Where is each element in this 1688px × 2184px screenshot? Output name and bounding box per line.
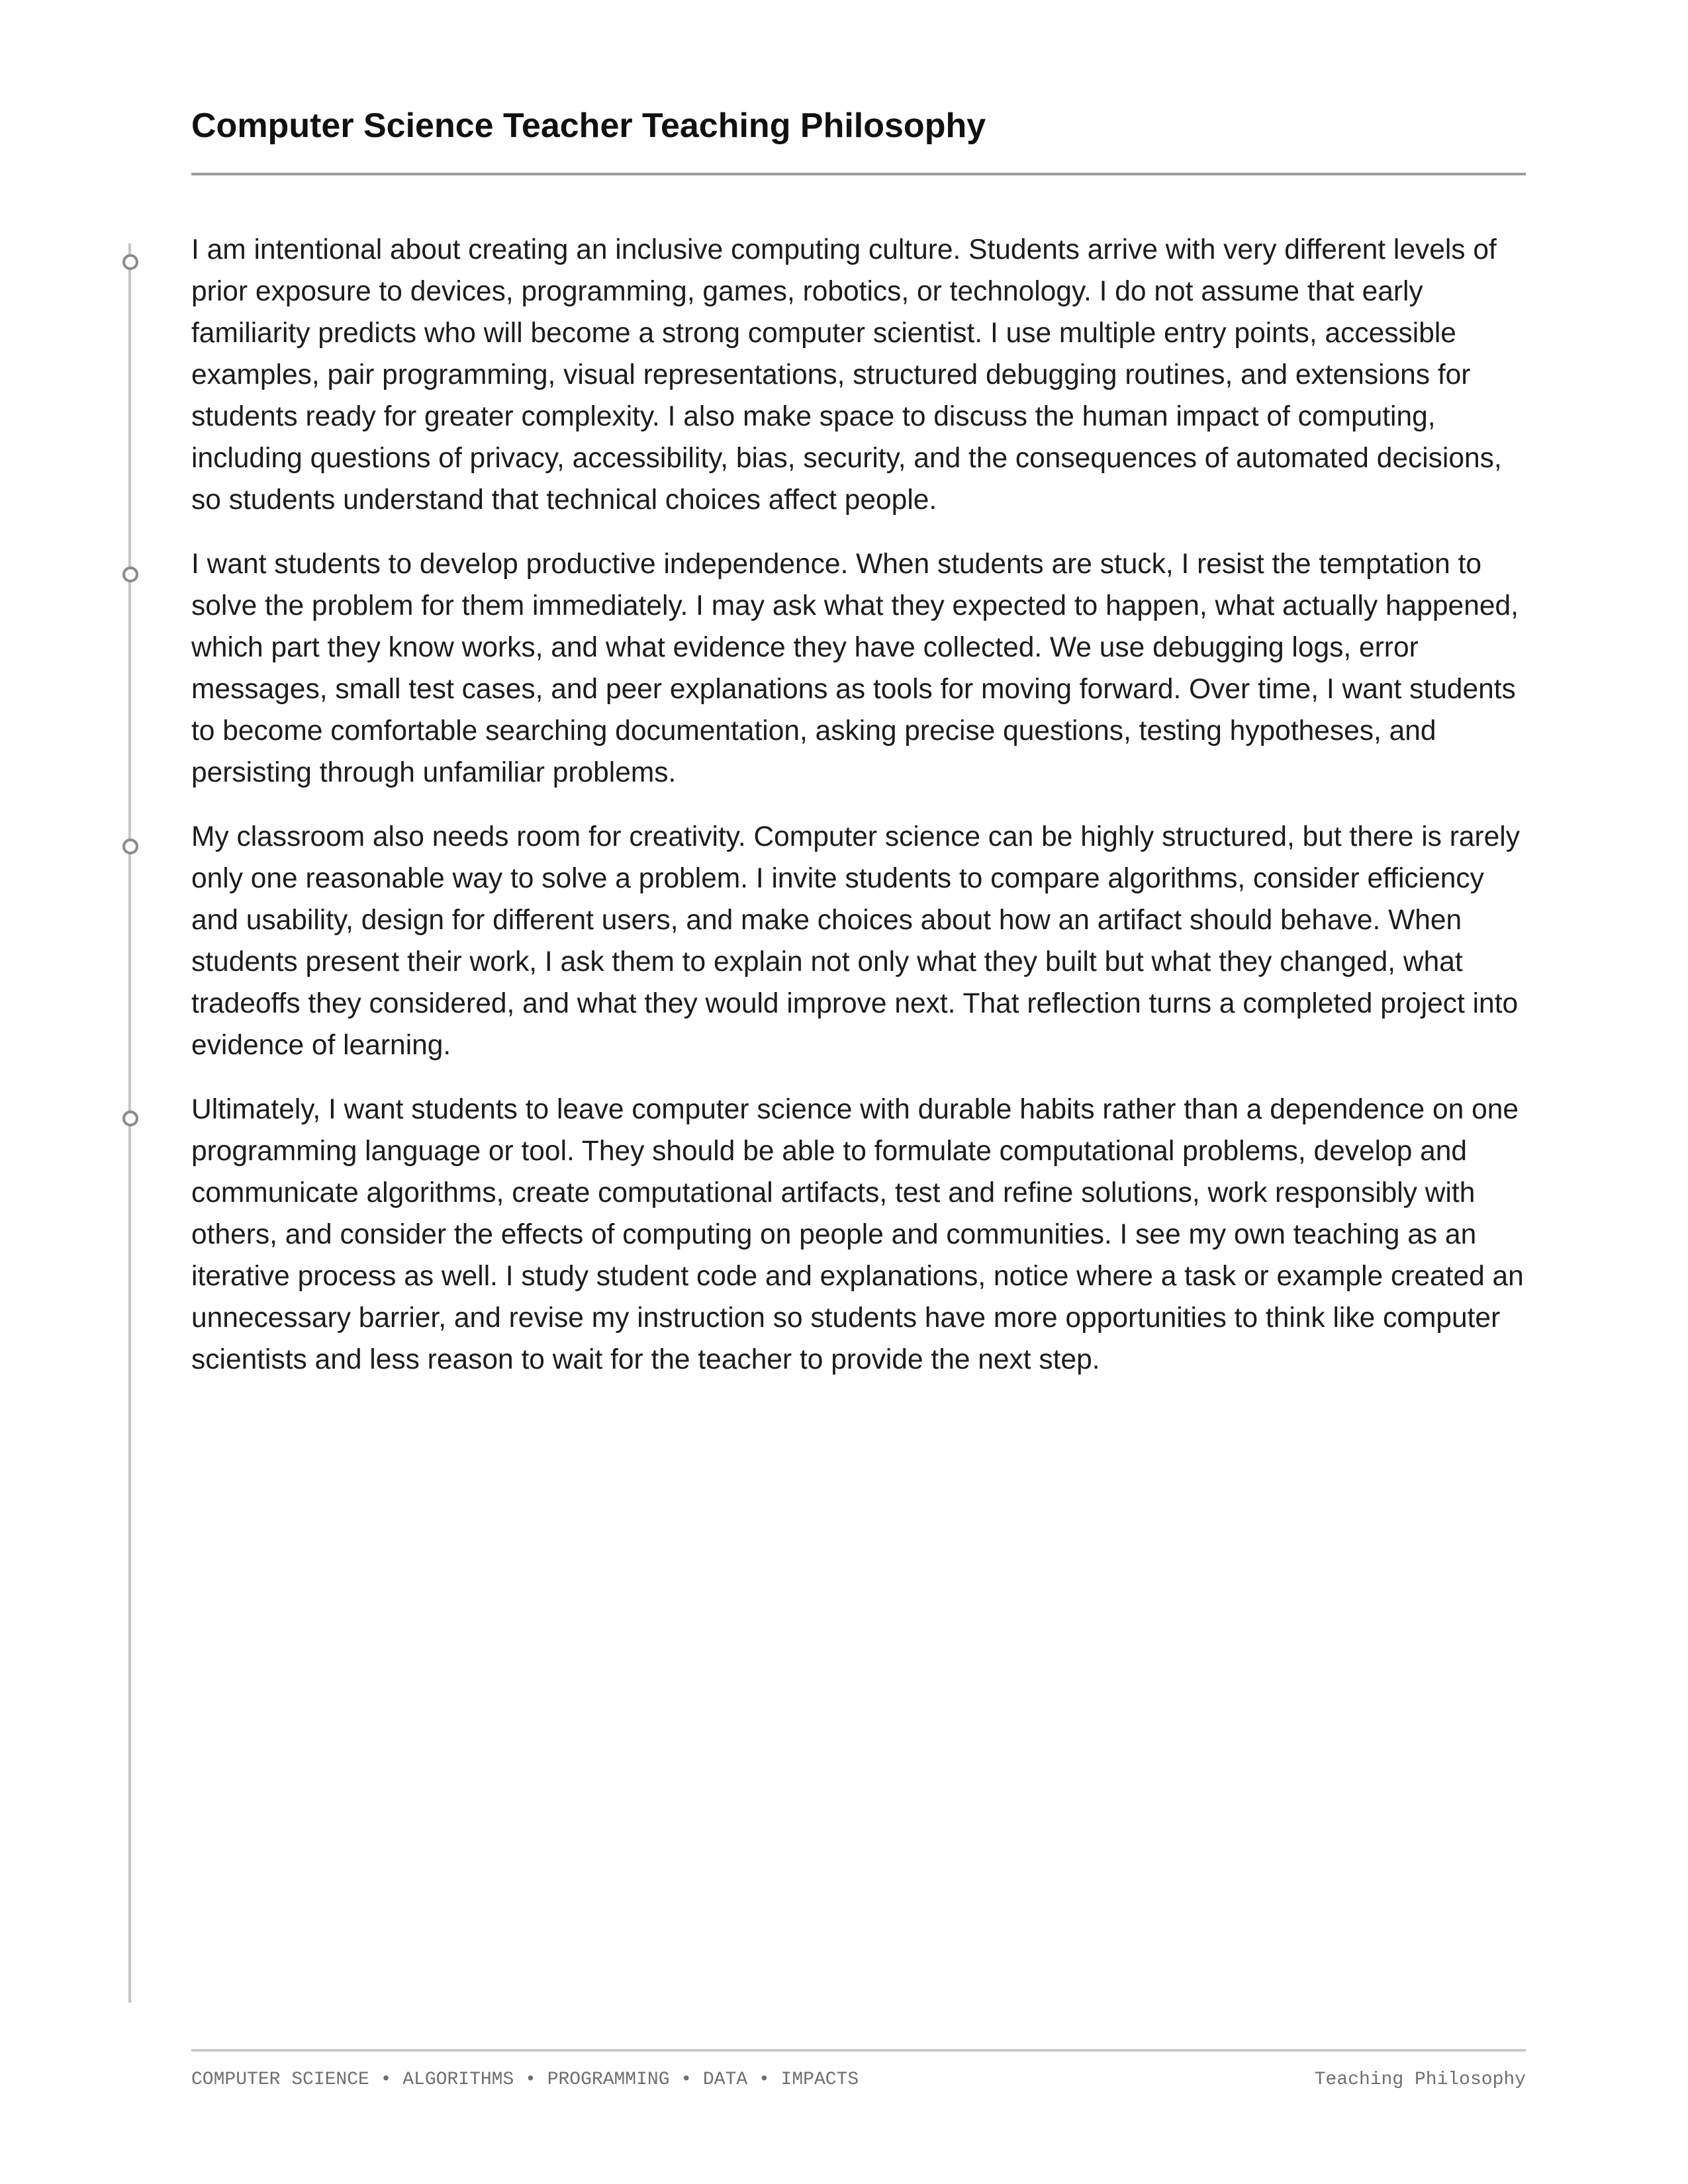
- paragraph-4: Ultimately, I want students to leave computer science with durable habits rather than a dependence on one programming language or tool. They should be able to formulate computational problems, develop and communicate algorithms, create computational artifacts, test and refine solutions, work responsibly with others, and consider the effects of computing on people and communities. I see my own teaching as an iterative process as well. I study student code and explanations, notice where a task or example created an unnecessary barrier, and revise my instruction so students have more opportunities to think like computer scientists and less reason to wait for the teacher to provide the next step.: [191, 1094, 1524, 1375]
- paragraph-1: I am intentional about creating an inclusive computing culture. Students arrive with very different levels of prior exposure to devices, programming, games, robotics, or technology. I do not assume that early familiarity predicts who will become a strong computer scientist. I use multiple entry points, accessible examples, pair programming, visual representations, structured debugging routines, and extensions for students ready for greater complexity. I also make space to discuss the human impact of computing, including questions of privacy, accessibility, bias, security, and the consequences of automated decisions, so students understand that technical choices affect people.: [191, 234, 1502, 516]
- footer-divider: [191, 2049, 1526, 2052]
- timeline-marker-1: [122, 254, 138, 270]
- timeline-marker-4: [122, 1111, 138, 1126]
- timeline-marker-3: [122, 839, 138, 854]
- page-title: Computer Science Teacher Teaching Philosophy: [191, 107, 986, 145]
- timeline-marker-2: [122, 567, 138, 582]
- paragraph-3: My classroom also needs room for creativity. Computer science can be highly structured, but there is rarely only one reasonable way to solve a problem. I invite students to compare algorithms, consider efficiency and usability, design for different users, and make choices about how an artifact should behave. When students present their work, I ask them to explain not only what they built but what they changed, what tradeoffs they considered, and what they would improve next. That reflection turns a completed project into evidence of learning.: [191, 821, 1520, 1061]
- title-divider: [191, 173, 1526, 175]
- body-text: [191, 229, 1535, 1403]
- footer-topics: COMPUTER SCIENCE • ALGORITHMS • PROGRAMMING • DATA • IMPACTS: [191, 2070, 859, 2090]
- paragraph-2: I want students to develop productive independence. When students are stuck, I resist the temptation to solve the problem for them immediately. I may ask what they expected to happen, what actually happened, which part they know works, and what evidence they have collected. We use debugging logs, error messages, small test cases, and peer explanations as tools for moving forward. Over time, I want students to become comfortable searching documentation, asking precise questions, testing hypotheses, and persisting through unfamiliar problems.: [191, 549, 1519, 788]
- footer-document-label: Teaching Philosophy: [1314, 2070, 1526, 2090]
